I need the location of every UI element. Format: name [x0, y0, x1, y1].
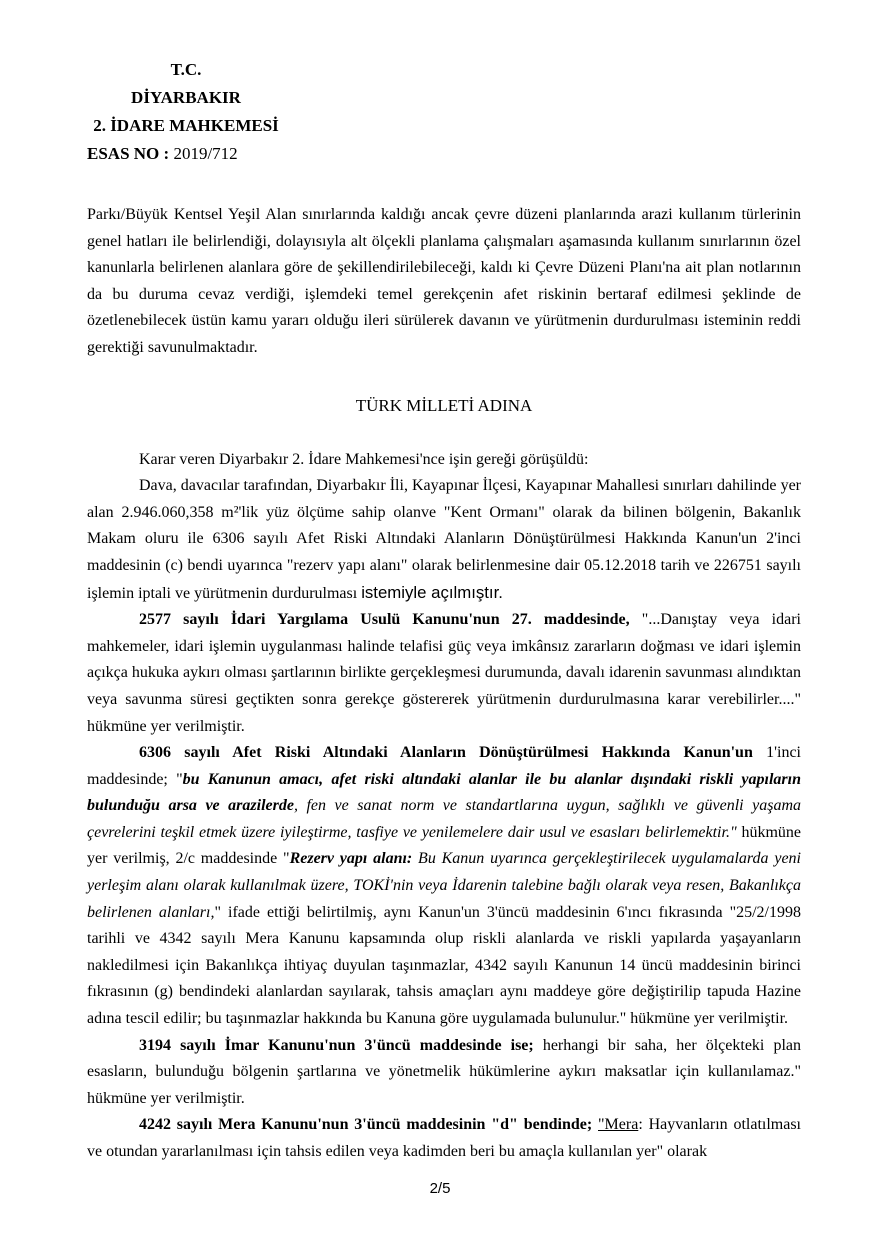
- court-header-centered-block: [87, 56, 285, 140]
- paragraph-law-6306: 6306 sayılı Afet Riski Altındaki Alanların Dönüştürülmesi Hakkında Kanun'un 1'inci maddesinde; "bu Kanunun amacı, afet riski altındaki alanlar ile bu alanlar dışındaki riskli yapıların bulunduğu arsa ve arazilerde, fen ve sanat norm ve standartlarına uygun, sağlıklı ve güvenli yaşama çevrelerini teşkil etmek üzere iyileştirme, tasfiye ve yenilemelere dair usul ve esasları belirlemektir." hükmüne yer verilmiş, 2/c maddesinde "Rezerv yapı alanı: Bu Kanun uyarınca gerçekleştirilecek uygulamalarda yeni yerleşim alanı olarak kullanılmak üzere, TOKİ'nin veya İdarenin talebine bağlı olarak veya resen, Bakanlıkça belirlenen alanları," ifade ettiği belirtilmiş, aynı Kanun'un 3'üncü maddesinin 6'ıncı fıkrasında "25/2/1998 tarihli ve 4342 sayılı Mera Kanunu kapsamında olup riskli alanlarda ve riskli yapılarda yaşayanların nakledilmesi için Bakanlıkça ihtiyaç duyulan taşınmazlar, 4342 sayılı Kanunun 14 üncü maddesinin birinci fıkrasının (g) bendindeki alanlardan sayılarak, tahsis amaçları aynı maddeye göre değiştirilip tapuda Hazine adına tescil edilir; bu taşınmazlar hakkında bu Kanuna göre uygulamada bulunulur." hükmüne yer verilmiştir.: [87, 744, 802, 1028]
- section-heading: TÜRK MİLLETİ ADINA: [355, 395, 533, 415]
- case-number-label: ESAS NO :: [87, 144, 174, 163]
- case-number-line: [87, 140, 801, 168]
- case-number-value: 2019/712: [173, 144, 238, 163]
- header-city: DİYARBAKIR: [131, 88, 241, 107]
- page-number: 2/5: [429, 1180, 451, 1197]
- header-court-name: 2. İDARE MAHKEMESİ: [93, 116, 279, 135]
- header-country-abbr: T.C.: [170, 60, 202, 79]
- court-header: [87, 56, 801, 168]
- paragraph-law-2577: 2577 sayılı İdari Yargılama Usulü Kanunu'nun 27. maddesinde, "...Danıştay veya idari mahkemeler, idari işlemin uygulanması halinde telafisi güç veya imkânsız zararların doğması ve idari işlemin açıkça hukuka aykırı olması şartlarının birlikte gerçekleşmesi durumunda, davalı idarenin savunması alındıktan veya savunma süresi geçtikten sonra gerekçe göstererek yürütmenin durdurulmasına karar verebilirler...." hükmüne yer verilmiştir.: [87, 611, 801, 735]
- paragraph-karar-veren: Karar veren Diyarbakır 2. İdare Mahkemesi'nce işin gereği görüşüldü:: [139, 450, 589, 468]
- paragraph-law-4242: 4242 sayılı Mera Kanunu'nun 3'üncü maddesinin "d" bendinde; "Mera: Hayvanların otlatılması ve otundan yararlanılması için tahsis edilen veya kadimden beri bu amaçla kullanılan yer" olarak: [87, 1116, 801, 1160]
- paragraph-continuation: Parkı/Büyük Kentsel Yeşil Alan sınırlarında kaldığı ancak çevre düzeni planlarında arazi kullanım türlerinin genel hatları ile belirlendiği, dolayısıyla alt ölçekli planlama çalışmaları aşamasında kullanım sınırlarının özel kanunlarla belirlenen alanlara göre de şekillendirilebileceği, kaldı ki Çevre Düzeni Planı'na ait plan notlarının da bu duruma cevaz verdiği, işlemdeki temel gerekçenin afet riskinin bertaraf edilmesi şeklinde de özetlenebilecek üstün kamu yararı olduğu ileri sürülerek davanın ve yürütmenin durdurulması isteminin reddi gerektiği savunulmaktadır.: [87, 206, 801, 356]
- paragraph-dava: Dava, davacılar tarafından, Diyarbakır İli, Kayapınar İlçesi, Kayapınar Mahallesi sınırları dahilinde yer alan 2.946.060,358 m²'lik yüz ölçüme sahip olanve "Kent Ormanı" olarak da bilinen bölgenin, Bakanlık Makam oluru ile 6306 sayılı Afet Riski Altındaki Alanların Dönüştürülmesi Hakkında Kanun'un 2'inci maddesinin (c) bendi uyarınca "rezerv yapı alanı" olarak belirlenmesine dair 05.12.2018 tarih ve 226751 sayılı işlemin iptali ve yürütmenin durdurulması istemiyle açılmıştır.: [87, 477, 801, 602]
- paragraph-law-3194: 3194 sayılı İmar Kanunu'nun 3'üncü maddesinde ise; herhangi bir saha, her ölçekteki plan esasların, bulunduğu bölgenin şartlarına ve yönetmelik hükümlerine aykırı maksatlar için kullanılamaz." hükmüne yer verilmiştir.: [87, 1036, 802, 1107]
- document-body: [87, 202, 801, 1166]
